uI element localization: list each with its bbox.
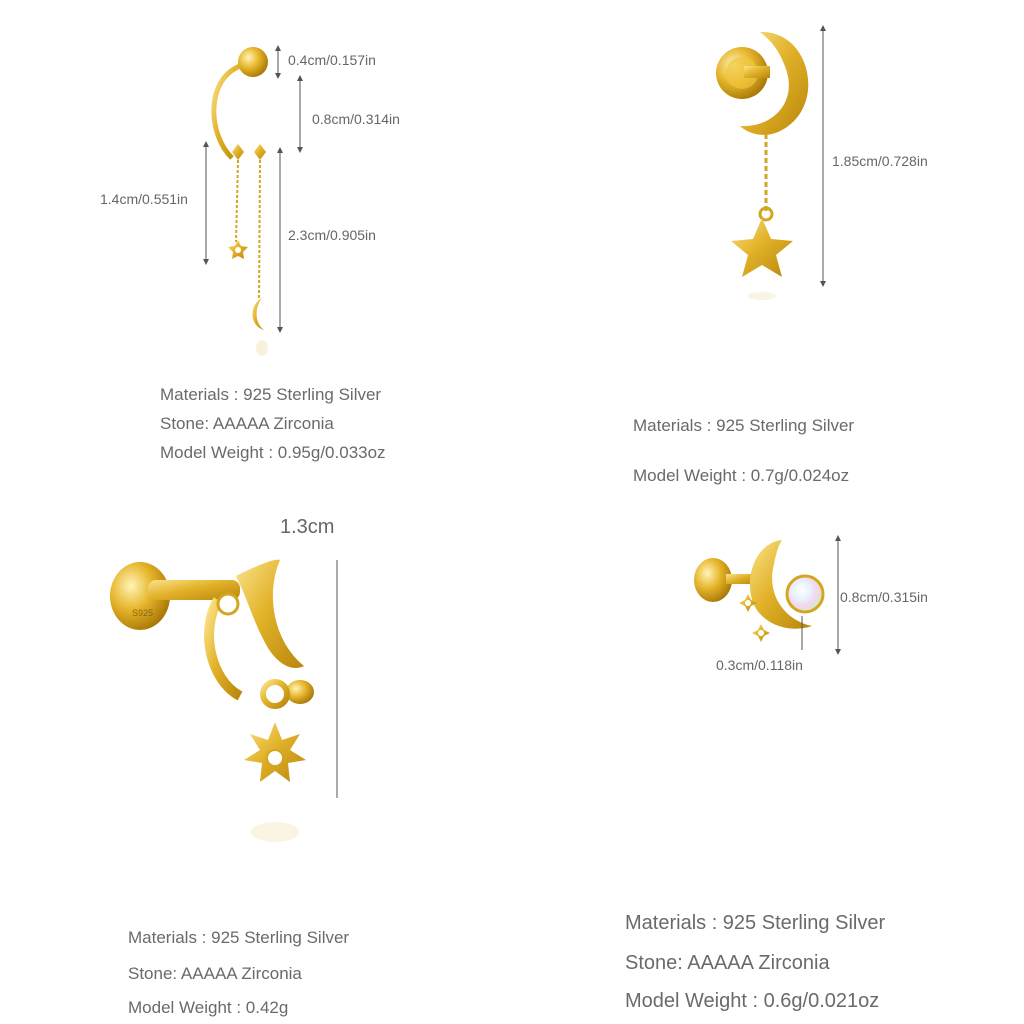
product-2-dim-length: 1.85cm/0.728in [832, 153, 928, 169]
product-4-materials: Materials : 925 Sterling Silver [625, 912, 886, 934]
product-1-dim-long-chain: 2.3cm/0.905in [288, 227, 376, 243]
product-3-materials: Materials : 925 Sterling Silver [128, 928, 350, 947]
product-1-materials: Materials : 925 Sterling Silver [160, 385, 382, 404]
product-1-weight: Model Weight : 0.95g/0.033oz [160, 443, 386, 462]
product-1-panel [0, 0, 512, 500]
product-1-stone: Stone: AAAAA Zirconia [160, 414, 334, 433]
product-3-dim-width: 1.3cm [280, 516, 335, 538]
product-4-stone: Stone: AAAAA Zirconia [625, 952, 830, 974]
product-4-weight: Model Weight : 0.6g/0.021oz [625, 990, 880, 1012]
product-4-dim-height: 0.8cm/0.315in [840, 589, 928, 605]
product-1-dim-short-chain: 1.4cm/0.551in [100, 191, 188, 207]
product-4-dim-stone: 0.3cm/0.118in [716, 657, 803, 673]
product-2-materials: Materials : 925 Sterling Silver [633, 416, 855, 435]
product-3-weight: Model Weight : 0.42g [128, 998, 289, 1017]
product-4-opal-stone [787, 576, 823, 612]
product-3-s925-stamp: S925 [132, 608, 154, 618]
product-4-panel [512, 500, 1024, 1024]
product-1-dim-ball: 0.4cm/0.157in [288, 52, 376, 68]
product-3-stone: Stone: AAAAA Zirconia [128, 964, 302, 983]
product-1-dim-hoop: 0.8cm/0.314in [312, 111, 400, 127]
product-1-earring-image [0, 0, 512, 370]
product-3-panel [0, 500, 512, 1024]
product-2-panel [512, 0, 1024, 500]
product-2-weight: Model Weight : 0.7g/0.024oz [633, 466, 850, 485]
product-2-earring-image [512, 0, 1024, 320]
product-1-screw-ball [238, 47, 268, 77]
product-3-earring-image [0, 500, 512, 880]
